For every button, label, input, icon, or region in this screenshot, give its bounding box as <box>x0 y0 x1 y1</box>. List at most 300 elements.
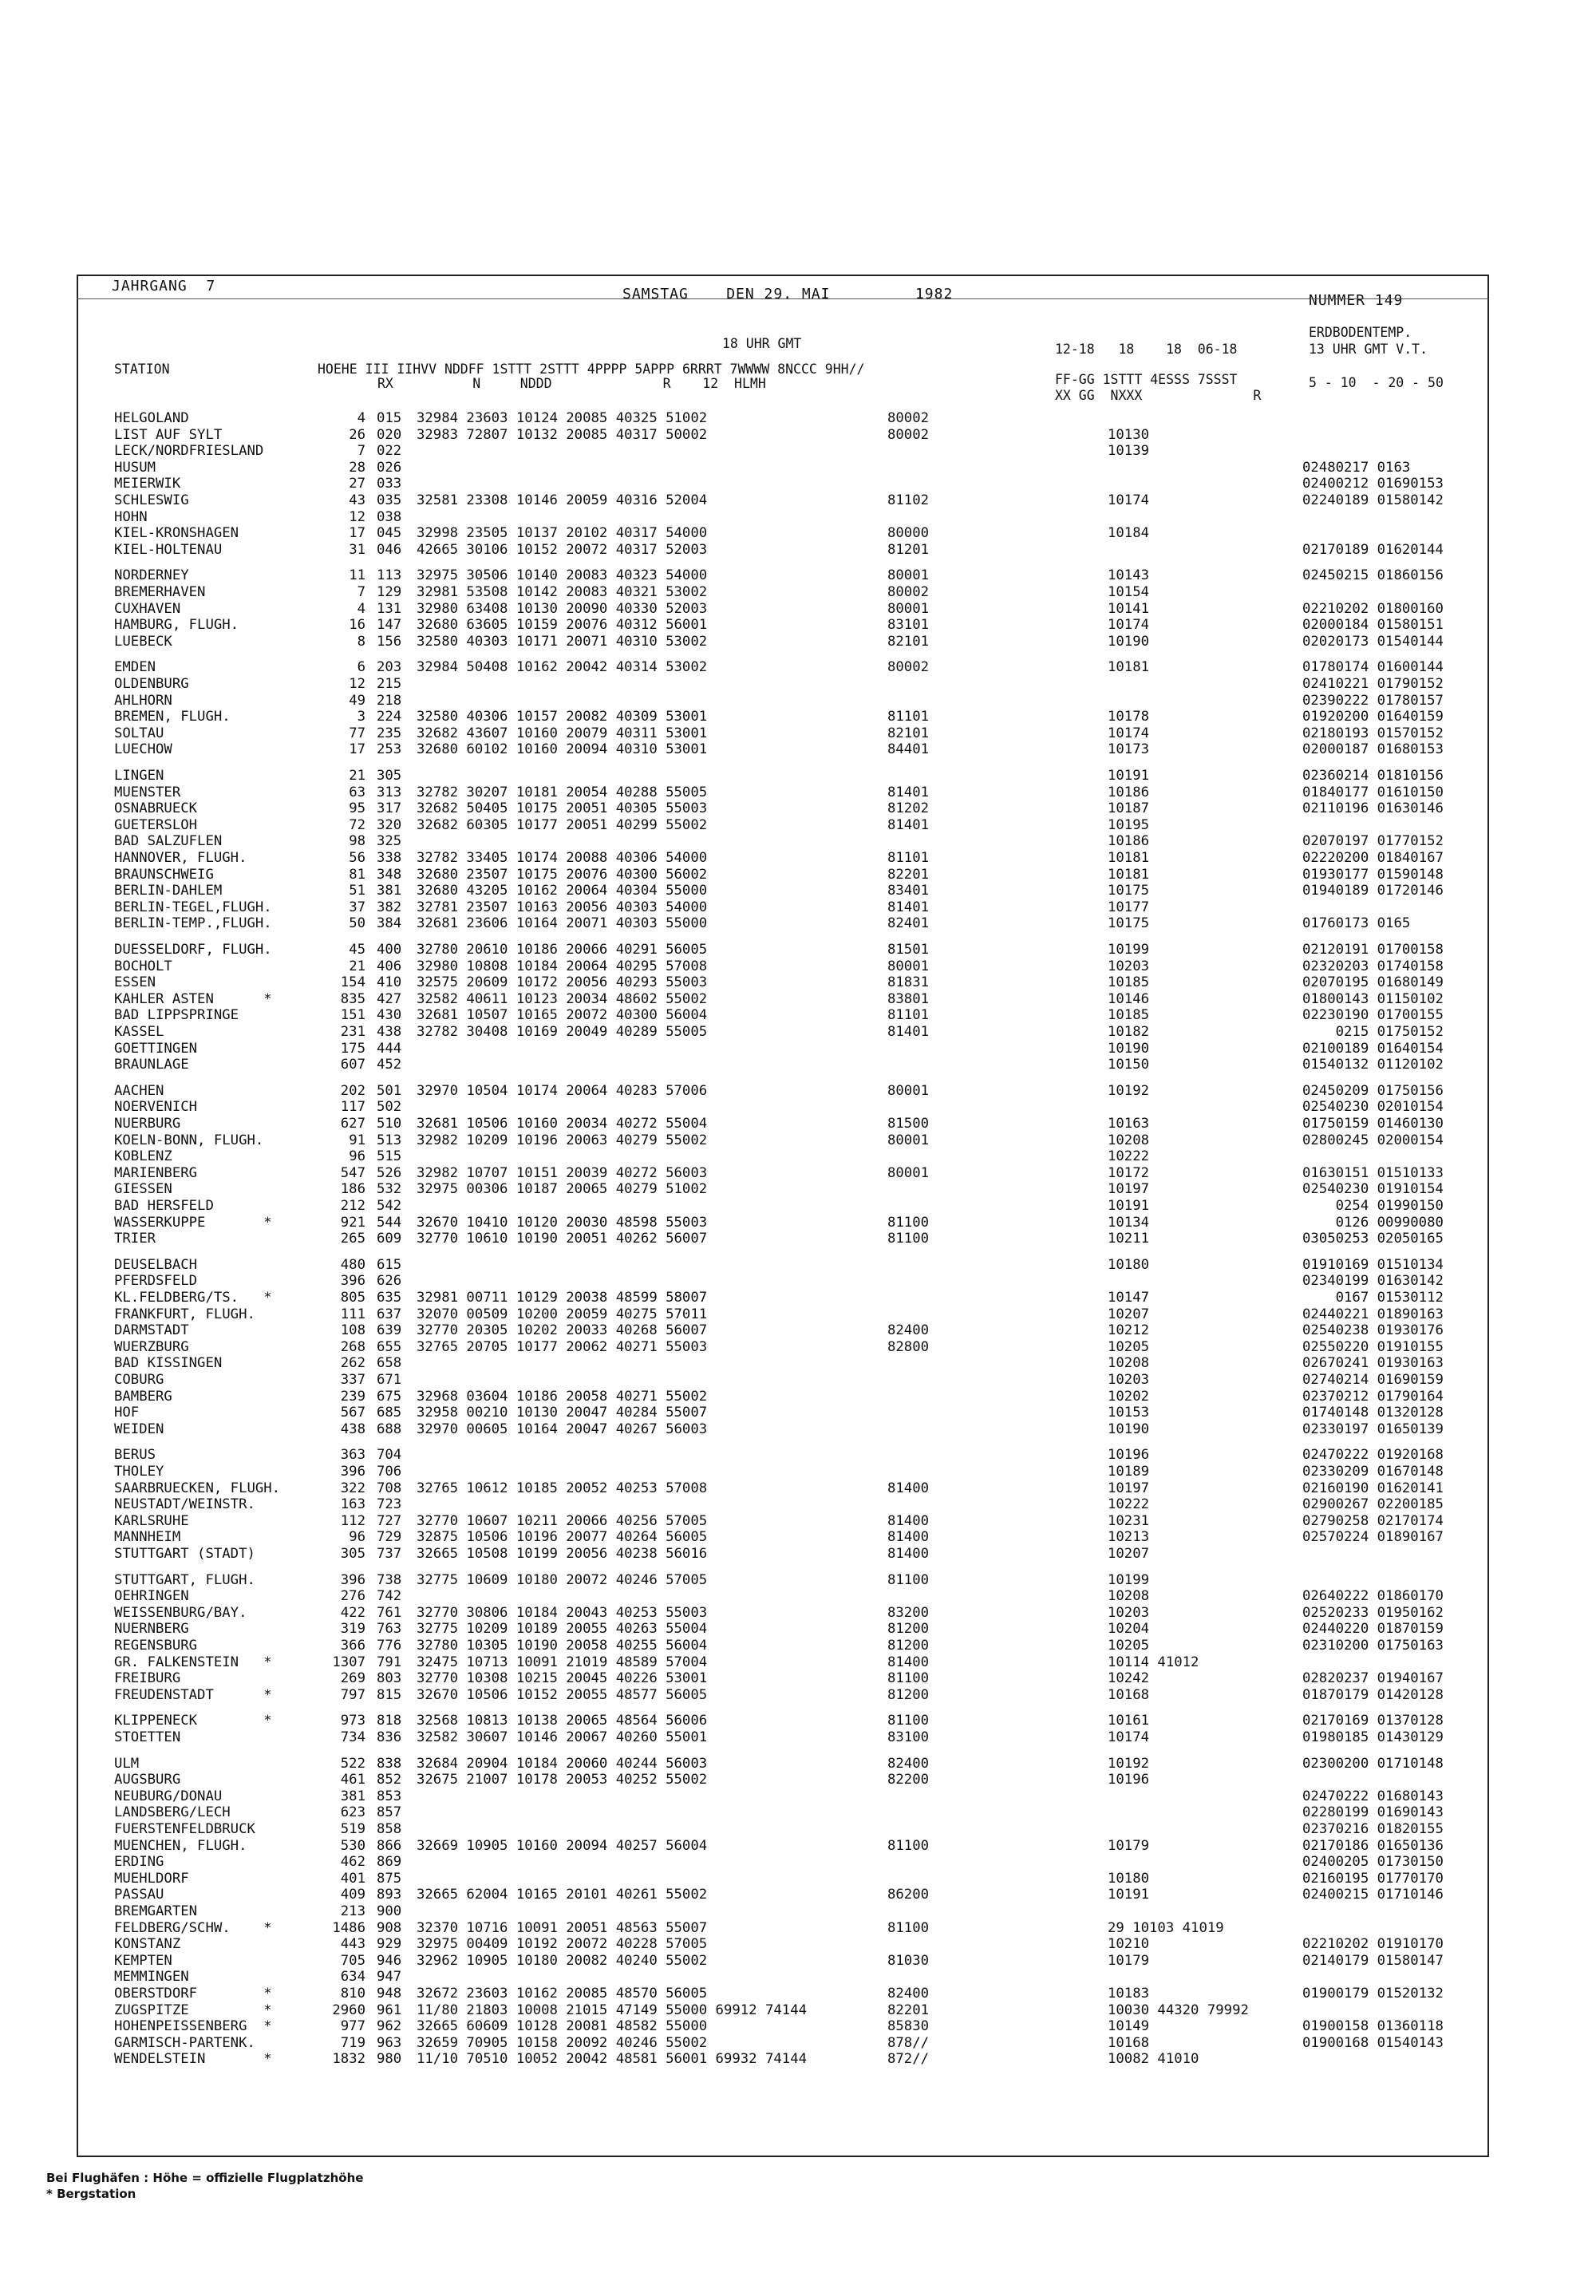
station-name: OLDENBURG <box>114 676 189 692</box>
synop-groups: 32998 23505 10137 20102 40317 54000 <box>417 525 708 541</box>
synop-groups: 32780 20610 10186 20066 40291 56005 <box>417 942 708 958</box>
station-name: ERDING <box>114 1854 164 1870</box>
station-height: 163 <box>340 1496 365 1512</box>
station-height: 4 <box>357 410 365 426</box>
soil-temperatures: 02280199 01690143 <box>1302 1804 1444 1820</box>
station-number: 815 <box>377 1687 402 1703</box>
synop-groups: 32975 00306 10187 20065 40279 51002 <box>417 1181 708 1197</box>
soil-temperatures: 02360214 01810156 <box>1302 768 1444 784</box>
extra-groups: 10222 <box>1108 1496 1150 1512</box>
soil-temperatures: 01900158 01360118 <box>1302 2018 1444 2034</box>
station-name: GUETERSLOH <box>114 817 198 833</box>
extra-groups: 10177 <box>1108 899 1150 915</box>
cloud-group: 83101 <box>887 617 930 633</box>
station-height: 627 <box>340 1116 365 1132</box>
cloud-group: 80002 <box>887 659 930 675</box>
station-number: 313 <box>377 784 402 800</box>
synop-groups: 32665 62004 10165 20101 40261 55002 <box>417 1887 708 1903</box>
cloud-group: 85830 <box>887 2018 930 2034</box>
station-number: 320 <box>377 817 402 833</box>
station-name: MUENCHEN, FLUGH. <box>114 1838 247 1854</box>
synop-groups: 32370 10716 10091 20051 48563 55007 <box>417 1920 708 1936</box>
station-name: BERLIN-TEGEL,FLUGH. <box>114 899 272 915</box>
station-number: 609 <box>377 1231 402 1247</box>
station-name: HOF <box>114 1405 140 1421</box>
cloud-group: 80001 <box>887 1083 930 1099</box>
extra-groups: 10181 <box>1108 850 1150 866</box>
synop-groups: 32765 10612 10185 20052 40253 57008 <box>417 1480 708 1496</box>
station-name: REGENSBURG <box>114 1638 198 1654</box>
station-height: 973 <box>340 1713 365 1729</box>
station-height: 734 <box>340 1729 365 1745</box>
cloud-group: 80000 <box>887 525 930 541</box>
station-name: BAMBERG <box>114 1389 172 1405</box>
soil-temperatures: 02110196 01630146 <box>1302 800 1444 816</box>
extra-groups: 10207 <box>1108 1546 1150 1562</box>
station-number: 224 <box>377 709 402 725</box>
extra-groups: 10205 <box>1108 1339 1150 1355</box>
station-height: 396 <box>340 1464 365 1480</box>
period-header: 12-18 18 18 06-18 <box>1055 342 1238 357</box>
synop-groups: 32875 10506 10196 20077 40264 56005 <box>417 1529 708 1545</box>
cloud-group: 81401 <box>887 1024 930 1040</box>
soil-temperatures: 02550220 01910155 <box>1302 1339 1444 1355</box>
station-height: 12 <box>349 509 365 525</box>
station-number: 427 <box>377 991 402 1007</box>
station-name: MANNHEIM <box>114 1529 181 1545</box>
station-number: 708 <box>377 1480 402 1496</box>
cloud-group: 82800 <box>887 1339 930 1355</box>
soil-temperatures: 0254 01990150 <box>1302 1198 1444 1214</box>
station-number: 639 <box>377 1322 402 1338</box>
station-name: KAHLER ASTEN * <box>114 991 272 1007</box>
station-height: 366 <box>340 1638 365 1654</box>
extra-groups: 10203 <box>1108 1372 1150 1388</box>
extra-groups: 10187 <box>1108 800 1150 816</box>
station-name: BERLIN-DAHLEM <box>114 883 223 899</box>
extra-groups: 10202 <box>1108 1389 1150 1405</box>
station-number: 948 <box>377 1986 402 2002</box>
cloud-group: 81831 <box>887 974 930 990</box>
station-height: 480 <box>340 1257 365 1273</box>
cloud-group: 81200 <box>887 1638 930 1654</box>
station-name: LINGEN <box>114 768 164 784</box>
synop-groups: 11/10 70510 10052 20042 48581 56001 69932 74144 <box>417 2051 807 2067</box>
station-number: 430 <box>377 1007 402 1023</box>
station-name: KIEL-KRONSHAGEN <box>114 525 239 541</box>
soil-temperatures: 02310200 01750163 <box>1302 1638 1444 1654</box>
station-number: 763 <box>377 1621 402 1637</box>
station-number: 131 <box>377 601 402 617</box>
station-height: 11 <box>349 567 365 583</box>
synop-groups: 32781 23507 10163 20056 40303 54000 <box>417 899 708 915</box>
cloud-group: 82200 <box>887 1772 930 1788</box>
station-height: 1307 <box>332 1654 365 1670</box>
synop-groups: 32981 00711 10129 20038 48599 58007 <box>417 1290 708 1306</box>
station-height: 396 <box>340 1572 365 1588</box>
station-number: 704 <box>377 1447 402 1463</box>
cloud-group: 81201 <box>887 542 930 558</box>
station-number: 400 <box>377 942 402 958</box>
station-height: 835 <box>340 991 365 1007</box>
station-height: 26 <box>349 427 365 443</box>
station-name: NORDERNEY <box>114 567 189 583</box>
soil-temperatures: 02440221 01890163 <box>1302 1306 1444 1322</box>
station-number: 858 <box>377 1821 402 1837</box>
extra-groups: 10180 <box>1108 1871 1150 1887</box>
synop-groups: 32982 10209 10196 20063 40279 55002 <box>417 1132 708 1148</box>
synop-groups: 32770 10308 10215 20045 40226 53001 <box>417 1670 708 1686</box>
station-number: 129 <box>377 584 402 600</box>
soil-temperatures: 02410221 01790152 <box>1302 676 1444 692</box>
soil-temperatures: 02180193 01570152 <box>1302 725 1444 741</box>
extra-groups: 10197 <box>1108 1480 1150 1496</box>
station-height: 45 <box>349 942 365 958</box>
station-height: 37 <box>349 899 365 915</box>
synop-groups: 32780 10305 10190 20058 40255 56004 <box>417 1638 708 1654</box>
station-name: BREMEN, FLUGH. <box>114 709 231 725</box>
synop-groups: 32770 10607 10211 20066 40256 57005 <box>417 1513 708 1529</box>
station-number: 875 <box>377 1871 402 1887</box>
cloud-group: 81101 <box>887 850 930 866</box>
cloud-group: 81401 <box>887 784 930 800</box>
station-height: 50 <box>349 915 365 931</box>
soil-temperatures: 02370212 01790164 <box>1302 1389 1444 1405</box>
cloud-group: 82101 <box>887 634 930 650</box>
station-height: 63 <box>349 784 365 800</box>
station-number: 836 <box>377 1729 402 1745</box>
station-height: 17 <box>349 525 365 541</box>
station-number: 637 <box>377 1306 402 1322</box>
extra-groups: 10190 <box>1108 1041 1150 1057</box>
synop-groups: 32980 63408 10130 20090 40330 52003 <box>417 601 708 617</box>
station-number: 218 <box>377 693 402 709</box>
station-number: 502 <box>377 1099 402 1115</box>
soil-temperatures: 01910169 01510134 <box>1302 1257 1444 1273</box>
cloud-group: 84401 <box>887 741 930 757</box>
soil-temperatures: 01930177 01590148 <box>1302 867 1444 883</box>
cloud-group: 80001 <box>887 1132 930 1148</box>
station-name: BREMERHAVEN <box>114 584 206 600</box>
station-name: BERUS <box>114 1447 156 1463</box>
extra-groups: 10184 <box>1108 525 1150 541</box>
soil-temperatures: 02520233 01950162 <box>1302 1605 1444 1621</box>
extra-groups: 10197 <box>1108 1181 1150 1197</box>
cloud-group: 83401 <box>887 883 930 899</box>
station-height: 623 <box>340 1804 365 1820</box>
extra-groups: 10192 <box>1108 1756 1150 1772</box>
synop-groups: 32670 10410 10120 20030 48598 55003 <box>417 1215 708 1231</box>
synop-groups: 32984 50408 10162 20042 40314 53002 <box>417 659 708 675</box>
station-number: 857 <box>377 1804 402 1820</box>
station-number: 838 <box>377 1756 402 1772</box>
station-height: 91 <box>349 1132 365 1148</box>
station-height: 186 <box>340 1181 365 1197</box>
soil-temperatures: 02240189 01580142 <box>1302 492 1444 508</box>
station-number: 900 <box>377 1903 402 1919</box>
station-number: 688 <box>377 1421 402 1437</box>
extra-groups: 10153 <box>1108 1405 1150 1421</box>
station-name: FREUDENSTADT * <box>114 1687 272 1703</box>
station-height: 117 <box>340 1099 365 1115</box>
station-number: 382 <box>377 899 402 915</box>
soil-temperatures: 02330209 01670148 <box>1302 1464 1444 1480</box>
station-name: OEHRINGEN <box>114 1588 189 1604</box>
station-height: 519 <box>340 1821 365 1837</box>
station-number: 869 <box>377 1854 402 1870</box>
station-number: 729 <box>377 1529 402 1545</box>
synop-groups: 32968 03604 10186 20058 40271 55002 <box>417 1389 708 1405</box>
extra-groups: 10181 <box>1108 659 1150 675</box>
soil-temperatures: 02370216 01820155 <box>1302 1821 1444 1837</box>
station-number: 853 <box>377 1788 402 1804</box>
cloud-group: 81400 <box>887 1529 930 1545</box>
station-number: 675 <box>377 1389 402 1405</box>
station-name: LUEBECK <box>114 634 172 650</box>
extra-groups: 10195 <box>1108 817 1150 833</box>
station-name: DEUSELBACH <box>114 1257 198 1273</box>
footnote-airports: Bei Flughäfen : Höhe = offizielle Flugplatzhöhe <box>46 2171 364 2185</box>
synop-groups: 32975 30506 10140 20083 40323 54000 <box>417 567 708 583</box>
soil-temperatures: 02070195 01680149 <box>1302 974 1444 990</box>
station-name: STUTTGART, FLUGH. <box>114 1572 255 1588</box>
station-name: SCHLESWIG <box>114 492 189 508</box>
synop-groups: 32775 10209 10189 20055 40263 55004 <box>417 1621 708 1637</box>
extra-groups: 10147 <box>1108 1290 1150 1306</box>
extra-groups: 10185 <box>1108 974 1150 990</box>
station-height: 77 <box>349 725 365 741</box>
synop-groups: 32984 23603 10124 20085 40325 51002 <box>417 410 708 426</box>
extra-groups: 10207 <box>1108 1306 1150 1322</box>
station-height: 111 <box>340 1306 365 1322</box>
station-number: 338 <box>377 850 402 866</box>
station-number: 046 <box>377 542 402 558</box>
synop-groups: 32580 40303 10171 20071 40310 53002 <box>417 634 708 650</box>
synop-groups: 32983 72807 10132 20085 40317 50002 <box>417 427 708 443</box>
station-number: 738 <box>377 1572 402 1588</box>
cloud-group: 81100 <box>887 1670 930 1686</box>
station-height: 213 <box>340 1903 365 1919</box>
station-number: 501 <box>377 1083 402 1099</box>
station-name: LECK/NORDFRIESLAND <box>114 443 264 459</box>
extra-groups: 10143 <box>1108 567 1150 583</box>
soil-temperatures: 02400205 01730150 <box>1302 1854 1444 1870</box>
extra-groups: 10208 <box>1108 1355 1150 1371</box>
station-name: AUGSBURG <box>114 1772 181 1788</box>
synop-groups: 32682 50405 10175 20051 40305 55003 <box>417 800 708 816</box>
station-number: 384 <box>377 915 402 931</box>
extra-groups: 10191 <box>1108 1887 1150 1903</box>
synop-groups: 32981 53508 10142 20083 40321 53002 <box>417 584 708 600</box>
extra-groups: 10211 <box>1108 1231 1150 1247</box>
station-number: 452 <box>377 1057 402 1073</box>
extra-groups-header: FF-GG 1STTT 4ESSS 7SSST <box>1055 372 1238 387</box>
extra-groups: 10183 <box>1108 1986 1150 2002</box>
station-number: 020 <box>377 427 402 443</box>
station-name: MEIERWIK <box>114 476 181 492</box>
cloud-group: 86200 <box>887 1887 930 1903</box>
station-height: 21 <box>349 768 365 784</box>
synop-groups: 32980 10808 10184 20064 40295 57008 <box>417 958 708 974</box>
cloud-group: 878// <box>887 2035 930 2051</box>
cloud-group: 81100 <box>887 1572 930 1588</box>
station-name: WASSERKUPPE * <box>114 1215 272 1231</box>
soil-temperatures: 02790258 02170174 <box>1302 1513 1444 1529</box>
extra-groups: 10199 <box>1108 1572 1150 1588</box>
station-height: 396 <box>340 1273 365 1289</box>
station-name: BAD KISSINGEN <box>114 1355 223 1371</box>
station-name: KOBLENZ <box>114 1148 172 1164</box>
synop-groups: 32582 40611 10123 20034 48602 55002 <box>417 991 708 1007</box>
soil-temperatures: 02170169 01370128 <box>1302 1713 1444 1729</box>
soil-temperatures: 02160190 01620141 <box>1302 1480 1444 1496</box>
soil-temperatures: 02320203 01740158 <box>1302 958 1444 974</box>
station-name: BAD LIPPSPRINGE <box>114 1007 239 1023</box>
soil-temperatures: 01920200 01640159 <box>1302 709 1444 725</box>
extra-groups: 10130 <box>1108 427 1150 443</box>
station-height: 921 <box>340 1215 365 1231</box>
extra-groups: 10141 <box>1108 601 1150 617</box>
extra-groups: 10190 <box>1108 634 1150 650</box>
cloud-group: 82401 <box>887 915 930 931</box>
synop-groups: 32582 30607 10146 20067 40260 55001 <box>417 1729 708 1745</box>
station-height: 322 <box>340 1480 365 1496</box>
cloud-group: 81200 <box>887 1687 930 1703</box>
extra-groups: 10242 <box>1108 1670 1150 1686</box>
synop-groups: 32575 20609 10172 20056 40293 55003 <box>417 974 708 990</box>
station-name: HELGOLAND <box>114 410 189 426</box>
extra-groups: 10175 <box>1108 915 1150 931</box>
cloud-group: 82400 <box>887 1322 930 1338</box>
station-height: 276 <box>340 1588 365 1604</box>
synop-groups: 32665 10508 10199 20056 40238 56016 <box>417 1546 708 1562</box>
station-height: 337 <box>340 1372 365 1388</box>
station-height: 269 <box>340 1670 365 1686</box>
extra-groups: 10161 <box>1108 1713 1150 1729</box>
soil-temperatures: 01900179 01520132 <box>1302 1986 1444 2002</box>
synop-groups: 32672 23603 10162 20085 48570 56005 <box>417 1986 708 2002</box>
soil-temperatures: 02020173 01540144 <box>1302 634 1444 650</box>
station-height: 422 <box>340 1605 365 1621</box>
station-number: 317 <box>377 800 402 816</box>
station-height: 72 <box>349 817 365 833</box>
soil-temperatures: 02480217 0163 <box>1302 460 1411 476</box>
station-height: 151 <box>340 1007 365 1023</box>
extra-groups: 10208 <box>1108 1132 1150 1148</box>
station-number: 946 <box>377 1953 402 1969</box>
cloud-group: 81401 <box>887 899 930 915</box>
soil-temperatures: 02070197 01770152 <box>1302 833 1444 849</box>
station-number: 791 <box>377 1654 402 1670</box>
station-name: WENDELSTEIN * <box>114 2051 272 2067</box>
extra-groups: 10134 <box>1108 1215 1150 1231</box>
cloud-group: 81400 <box>887 1513 930 1529</box>
station-height: 797 <box>340 1687 365 1703</box>
synop-groups: 32982 10707 10151 20039 40272 56003 <box>417 1165 708 1181</box>
station-number: 658 <box>377 1355 402 1371</box>
extra-groups: 10190 <box>1108 1421 1150 1437</box>
cloud-group: 83801 <box>887 991 930 1007</box>
station-number: 963 <box>377 2035 402 2051</box>
extra-groups: 10175 <box>1108 883 1150 899</box>
extra-groups: 10180 <box>1108 1257 1150 1273</box>
synop-groups: 32782 30408 10169 20049 40289 55005 <box>417 1024 708 1040</box>
station-name: OSNABRUECK <box>114 800 198 816</box>
soil-temperatures: 01870179 01420128 <box>1302 1687 1444 1703</box>
station-number: 215 <box>377 676 402 692</box>
station-name: KASSEL <box>114 1024 164 1040</box>
station-name: HOHENPEISSENBERG * <box>114 2018 272 2034</box>
soil-temperatures: 02570224 01890167 <box>1302 1529 1444 1545</box>
soil-temperatures: 02390222 01780157 <box>1302 693 1444 709</box>
soil-temperatures: 02140179 01580147 <box>1302 1953 1444 1969</box>
station-name: WUERZBURG <box>114 1339 189 1355</box>
station-name: KEMPTEN <box>114 1953 172 1969</box>
station-height: 319 <box>340 1621 365 1637</box>
station-name: GARMISCH-PARTENK. <box>114 2035 255 2051</box>
station-height: 12 <box>349 676 365 692</box>
station-name: WEIDEN <box>114 1421 164 1437</box>
extra-groups: 10210 <box>1108 1936 1150 1952</box>
station-height: 438 <box>340 1421 365 1437</box>
cloud-group: 81102 <box>887 492 930 508</box>
station-height: 175 <box>340 1041 365 1057</box>
soil-temperatures: 02900267 02200185 <box>1302 1496 1444 1512</box>
synop-groups: 32681 10506 10160 20034 40272 55004 <box>417 1116 708 1132</box>
station-height: 17 <box>349 741 365 757</box>
extra-groups: 10222 <box>1108 1148 1150 1164</box>
soil-temperatures: 01800143 01150102 <box>1302 991 1444 1007</box>
station-number: 305 <box>377 768 402 784</box>
soil-temperatures: 01740148 01320128 <box>1302 1405 1444 1421</box>
station-name: TRIER <box>114 1231 156 1247</box>
synop-time: 18 UHR GMT <box>722 336 802 351</box>
soil-temperatures: 01540132 01120102 <box>1302 1057 1444 1073</box>
soil-temperatures: 02160195 01770170 <box>1302 1871 1444 1887</box>
cloud-group: 81400 <box>887 1480 930 1496</box>
cloud-group: 81030 <box>887 1953 930 1969</box>
soil-temperatures: 02000184 01580151 <box>1302 617 1444 633</box>
station-number: 615 <box>377 1257 402 1273</box>
station-number: 438 <box>377 1024 402 1040</box>
soil-temperatures: 01760173 0165 <box>1302 915 1411 931</box>
station-name: HANNOVER, FLUGH. <box>114 850 247 866</box>
station-height: 265 <box>340 1231 365 1247</box>
station-height: 6 <box>357 659 365 675</box>
station-name: FRANKFURT, FLUGH. <box>114 1306 255 1322</box>
station-height: 705 <box>340 1953 365 1969</box>
cloud-group: 81100 <box>887 1713 930 1729</box>
synop-groups: 32684 20904 10184 20060 40244 56003 <box>417 1756 708 1772</box>
station-name: HAMBURG, FLUGH. <box>114 617 239 633</box>
station-height: 7 <box>357 584 365 600</box>
station-name: MUENSTER <box>114 784 181 800</box>
synop-groups: 32958 00210 10130 20047 40284 55007 <box>417 1405 708 1421</box>
station-name: GOETTINGEN <box>114 1041 198 1057</box>
station-number: 626 <box>377 1273 402 1289</box>
station-height: 96 <box>349 1148 365 1164</box>
station-number: 742 <box>377 1588 402 1604</box>
station-name: FELDBERG/SCHW. * <box>114 1920 272 1936</box>
station-name: HOHN <box>114 509 148 525</box>
extra-groups: 10199 <box>1108 942 1150 958</box>
soil-temperatures: 02450215 01860156 <box>1302 567 1444 583</box>
extra-groups: 10196 <box>1108 1447 1150 1463</box>
cloud-group: 80001 <box>887 601 930 617</box>
extra-groups: 10174 <box>1108 1729 1150 1745</box>
cloud-group: 81501 <box>887 942 930 958</box>
station-number: 113 <box>377 567 402 583</box>
